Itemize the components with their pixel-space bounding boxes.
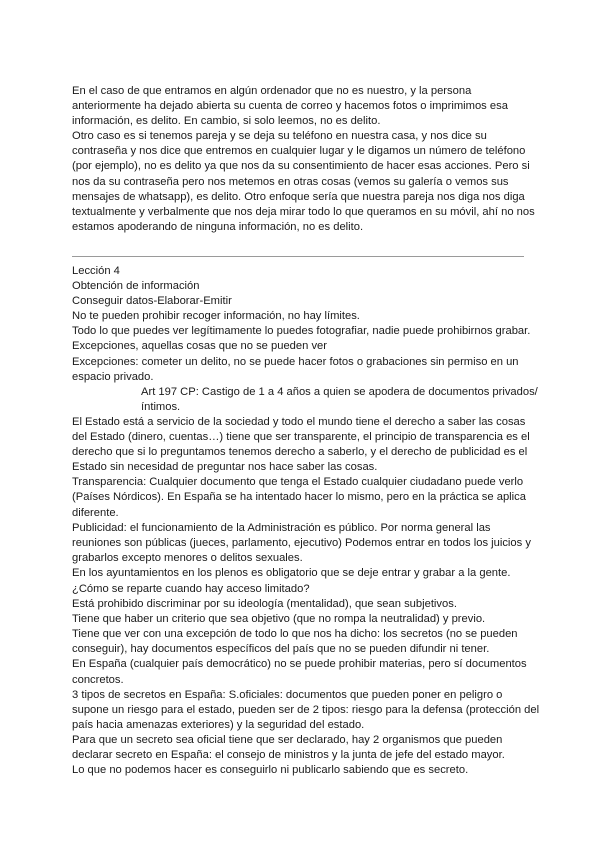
text-line: Excepciones: cometer un delito, no se puede hacer fotos o grabaciones sin permiso en un espacio privado. [72, 355, 519, 383]
paragraph: Lo que no podemos hacer es conseguirlo ni publicarlo sabiendo que es secreto. [72, 764, 469, 777]
paragraph: 3 tipos de secretos en España: S.oficiales: documentos que pueden poner en peligro o supone un riesgo para el estado, pueden ser de 2 tipos: riesgo para la defensa (protección del país hacia amenazas exteriores) y la seguridad del estado. [72, 688, 540, 731]
paragraph: En los ayuntamientos en los plenos es obligatorio que se deje entrar y grabar a la gente. [72, 566, 511, 579]
lesson-subtitle: Obtención de información [72, 280, 200, 293]
intro-section [72, 84, 542, 235]
paragraph: Está prohibido discriminar por su ideología (mentalidad), que sean subjetivos. [72, 598, 457, 611]
text-line: Conseguir datos-Elaborar-Emitir [72, 295, 232, 308]
paragraph: En el caso de que entramos en algún ordenador que no es nuestro, y la persona anteriormente ha dejado abierta su cuenta de correo y hacemos fotos o imprimimos esa información, es delito. En cambio, si solo leemos, no es delito. [72, 85, 508, 128]
paragraph: Para que un secreto sea oficial tiene que ser declarado, hay 2 organismos que pueden declarar secreto en España: el consejo de ministros y la junta de jefe del estado mayor. [72, 733, 505, 762]
article-reference: Art 197 CP: Castigo de 1 a 4 años a quien se apodera de documentos privados/íntimos. [141, 385, 538, 413]
paragraph: Publicidad: el funcionamiento de la Administración es público. Por norma general las reuniones son públicas (jueces, parlamento, ejecutivo) Podemos entrar en todos los juicios y grabarlos excepto menores o delitos sexuales. [72, 521, 531, 564]
paragraph: En España (cualquier país democrático) no se puede prohibir materias, pero sí documentos concretos. [72, 658, 527, 686]
paragraph: Otro caso es si tenemos pareja y se deja su teléfono en nuestra casa, y nos dice su contraseña y nos dice que entremos en cualquier lugar y le digamos un número de teléfono (por ejemplo), no es delito ya que nos da su consentimiento de hacer esas acciones. Pero si nos da su contraseña pero nos metemos en otras cosas (vemos su galería o vemos sus mensajes de whatsapp), es delito. Otro enfoque sería que nuestra pareja nos diga nos diga textualmente y verbalmente que nos deja mirar todo lo que queramos en su móvil, ahí no nos estamos apoderando de ninguna información, no es delito. [72, 130, 535, 233]
paragraph: El Estado está a servicio de la sociedad y todo el mundo tiene el derecho a saber las cosas del Estado (dinero, cuentas…) tiene que ser transparente, el principio de transparencia es el derecho que si lo preguntamos tenemos derecho a saberlo, y el derecho de publicidad es el Estado sin necesidad de preguntar nos hace saber las cosas. [72, 415, 530, 474]
lesson-section [72, 264, 542, 581]
paragraph: Transparencia: Cualquier documento que tenga el Estado cualquier ciudadano puede verlo (Países Nórdicos). En España se ha intentado hacer lo mismo, pero en la práctica se aplica diferente. [72, 476, 526, 519]
text-line: No te pueden prohibir recoger información, no hay límites. [72, 310, 360, 323]
text-line: Excepciones, aquellas cosas que no se pueden ver [72, 340, 327, 353]
lesson-title: Lección 4 [72, 265, 120, 277]
paragraph: Tiene que ver con una excepción de todo lo que nos ha dicho: los secretos (no se pueden conseguir), hay documentos específicos del país que no se pueden difundir ni tener. [72, 628, 518, 656]
horizontal-divider [72, 256, 524, 257]
paragraph: Tiene que haber un criterio que sea objetivo (que no rompa la neutralidad) y previo. [72, 613, 486, 626]
text-line: Todo lo que puedes ver legítimamente lo puedes fotografiar, nadie puede prohibirnos grabar. [72, 325, 531, 338]
section-question: ¿Cómo se reparte cuando hay acceso limitado? [72, 583, 310, 595]
access-section [72, 582, 542, 778]
